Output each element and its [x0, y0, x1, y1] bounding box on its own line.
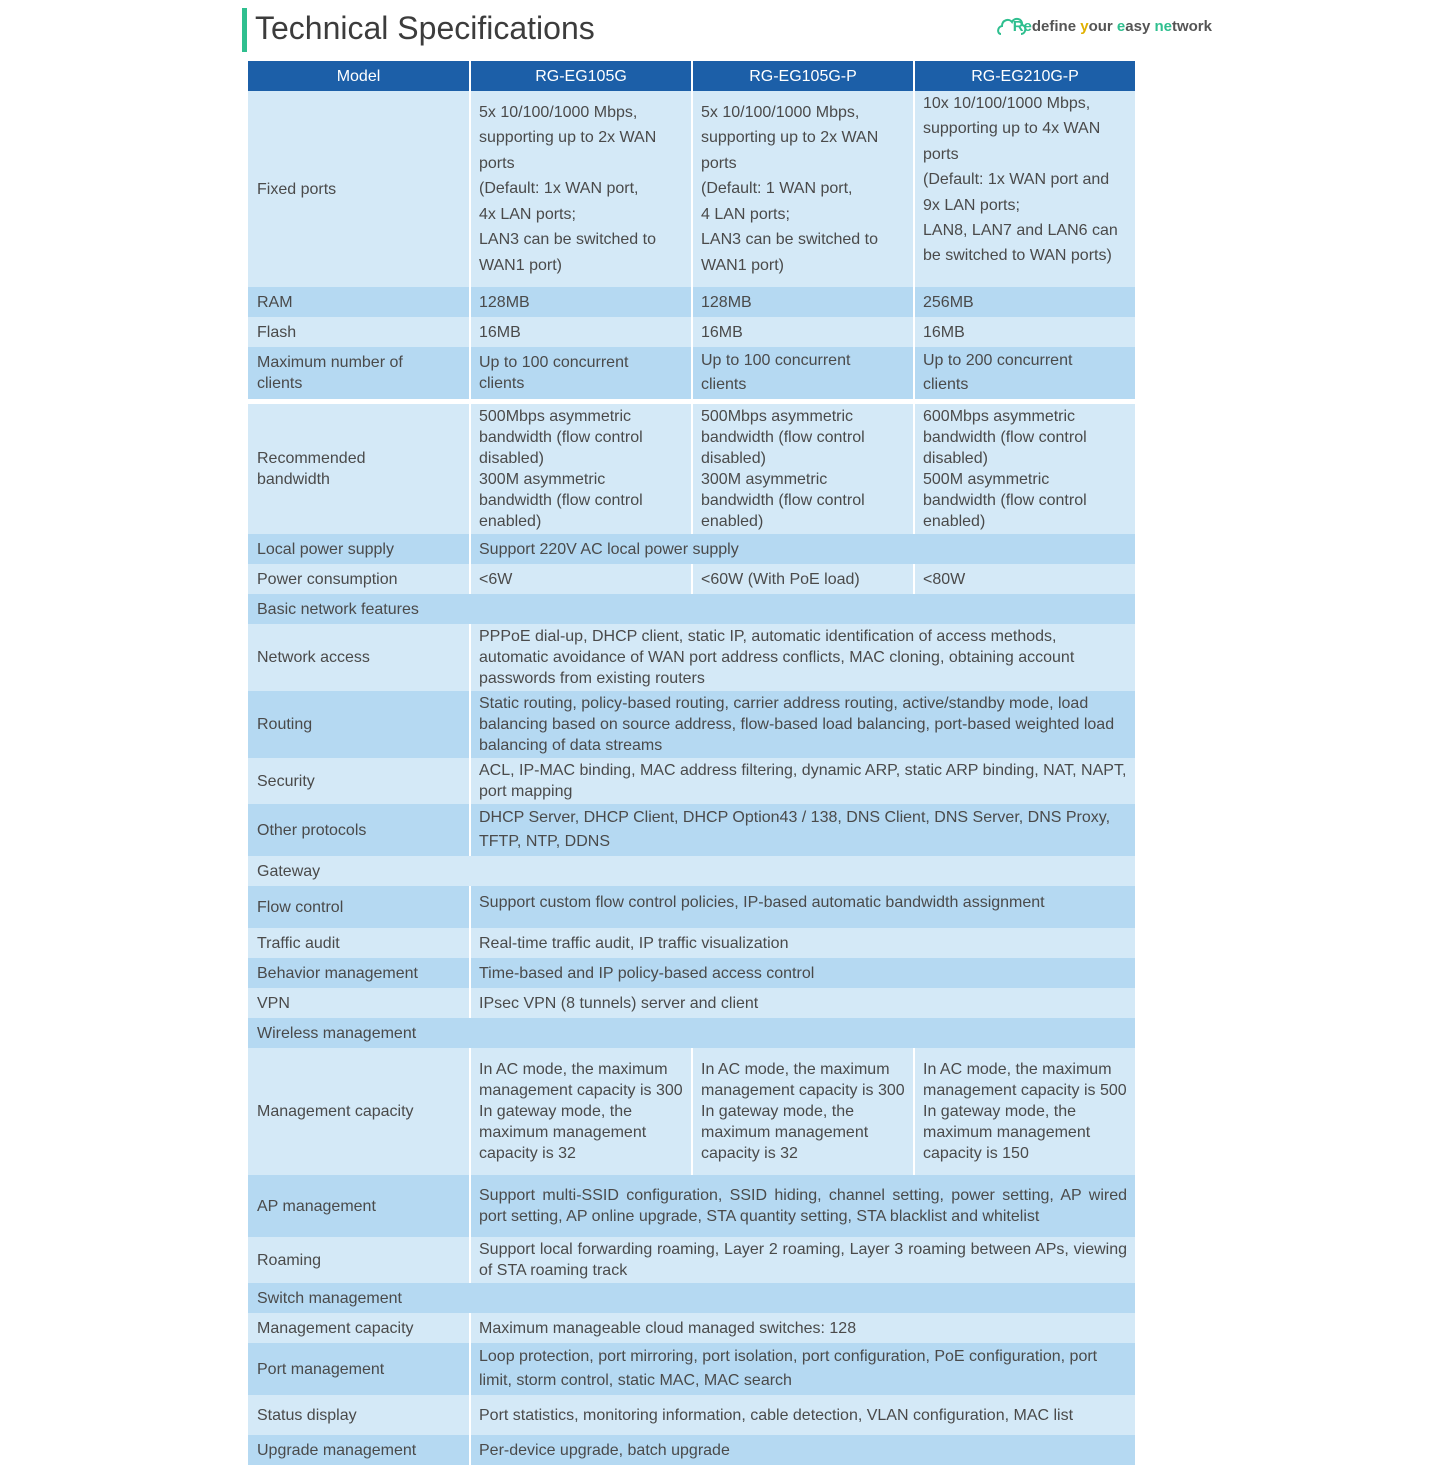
row-label: Routing — [248, 691, 470, 758]
cell-value: 500Mbps asymmetric bandwidth (flow control disabled) 300M asymmetric bandwidth (flow control enabled) — [692, 404, 914, 534]
table-row-ap-mgmt — [248, 1175, 1136, 1237]
section-label: Basic network features — [248, 594, 1136, 624]
table-row-ram — [248, 287, 1136, 317]
row-label: RAM — [248, 287, 470, 317]
row-label: Maximum number of clients — [248, 347, 470, 399]
table-row-local-power — [248, 534, 1136, 564]
section-label: Switch management — [248, 1283, 1136, 1313]
row-label: Upgrade management — [248, 1435, 470, 1465]
row-label: Power consumption — [248, 564, 470, 594]
row-label: Management capacity — [248, 1048, 470, 1175]
cell-value: 256MB — [914, 287, 1136, 317]
table-row-bandwidth — [248, 404, 1136, 534]
page-header — [242, 6, 1212, 52]
row-label: Flash — [248, 317, 470, 347]
cell-value: 128MB — [470, 287, 692, 317]
row-label: Traffic audit — [248, 928, 470, 958]
row-label: Port management — [248, 1343, 470, 1395]
section-row-basic-network — [248, 594, 1136, 624]
row-label: AP management — [248, 1175, 470, 1237]
cell-value: 10x 10/100/1000 Mbps, supporting up to 4x WAN ports (Default: 1x WAN port and 9x LAN ports; LAN8, LAN7 and LAN6 can be switched to WAN ports) — [914, 91, 1136, 287]
row-label: Recommended bandwidth — [248, 404, 470, 534]
cell-value: 500Mbps asymmetric bandwidth (flow control disabled) 300M asymmetric bandwidth (flow control enabled) — [470, 404, 692, 534]
table-row-flash — [248, 317, 1136, 347]
cell-value: In AC mode, the maximum management capacity is 300 In gateway mode, the maximum management capacity is 32 — [692, 1048, 914, 1175]
table-row-routing — [248, 691, 1136, 758]
cell-value: In AC mode, the maximum management capacity is 300 In gateway mode, the maximum management capacity is 32 — [470, 1048, 692, 1175]
row-label: Other protocols — [248, 804, 470, 856]
table-row-max-clients — [248, 347, 1136, 399]
table-row-status-display — [248, 1395, 1136, 1435]
row-label: Behavior management — [248, 958, 470, 988]
section-row-switch-mgmt — [248, 1283, 1136, 1313]
cell-value: Support 220V AC local power supply — [470, 534, 1136, 564]
cell-value: <60W (With PoE load) — [692, 564, 914, 594]
section-row-wireless-mgmt — [248, 1018, 1136, 1048]
cell-value: 16MB — [692, 317, 914, 347]
table-row-other-protocols — [248, 804, 1136, 856]
brand-logo — [1013, 18, 1212, 46]
table-row-mgmt-capacity — [248, 1048, 1136, 1175]
specs-table — [248, 61, 1137, 1465]
table-row-fixed-ports — [248, 91, 1136, 287]
cell-value: 16MB — [470, 317, 692, 347]
cell-value: Maximum manageable cloud managed switches: 128 — [470, 1313, 1136, 1343]
cell-value: 5x 10/100/1000 Mbps, supporting up to 2x WAN ports (Default: 1x WAN port, 4x LAN ports; LAN3 can be switched to WAN1 port) — [470, 91, 692, 287]
brand-slogan: Redefine your easy network — [1012, 18, 1212, 35]
cell-value: Real-time traffic audit, IP traffic visualization — [470, 928, 1136, 958]
cell-value: Port statistics, monitoring information, cable detection, VLAN configuration, MAC list — [470, 1395, 1136, 1435]
column-header-rg-eg105g: RG-EG105G — [470, 61, 692, 91]
cell-value: Support local forwarding roaming, Layer 2 roaming, Layer 3 roaming between APs, viewing of STA roaming track — [470, 1237, 1136, 1283]
column-header-model: Model — [248, 61, 470, 91]
row-label: Security — [248, 758, 470, 804]
section-label: Wireless management — [248, 1018, 1136, 1048]
table-row-switch-capacity — [248, 1313, 1136, 1343]
table-row-traffic-audit — [248, 928, 1136, 958]
row-label: Local power supply — [248, 534, 470, 564]
table-row-upgrade-mgmt — [248, 1435, 1136, 1465]
cell-value: Per-device upgrade, batch upgrade — [470, 1435, 1136, 1465]
row-label: Roaming — [248, 1237, 470, 1283]
row-label: VPN — [248, 988, 470, 1018]
cell-value: DHCP Server, DHCP Client, DHCP Option43 / 138, DNS Client, DNS Server, DNS Proxy, TFTP, NTP, DDNS — [470, 804, 1136, 856]
table-row-power-consumption — [248, 564, 1136, 594]
cell-value: 128MB — [692, 287, 914, 317]
table-row-port-mgmt — [248, 1343, 1136, 1395]
table-row-security — [248, 758, 1136, 804]
cell-value: IPsec VPN (8 tunnels) server and client — [470, 988, 1136, 1018]
table-row-network-access — [248, 624, 1136, 691]
cell-value: Support custom flow control policies, IP-based automatic bandwidth assignment — [470, 886, 1136, 928]
row-label: Status display — [248, 1395, 470, 1435]
row-label: Flow control — [248, 886, 470, 928]
table-header-row — [248, 61, 1136, 91]
cell-value: Loop protection, port mirroring, port isolation, port configuration, PoE configuration, port limit, storm control, static MAC, MAC search — [470, 1343, 1136, 1395]
column-header-rg-eg105g-p: RG-EG105G-P — [692, 61, 914, 91]
table-row-vpn — [248, 988, 1136, 1018]
row-label: Management capacity — [248, 1313, 470, 1343]
row-label: Network access — [248, 624, 470, 691]
cell-value: Time-based and IP policy-based access control — [470, 958, 1136, 988]
table-row-roaming — [248, 1237, 1136, 1283]
cell-value: Up to 100 concurrent clients — [692, 347, 914, 399]
page-title: Technical Specifications — [255, 10, 595, 46]
table-row-flow-control — [248, 886, 1136, 928]
cell-value: Up to 200 concurrent clients — [914, 347, 1136, 399]
cell-value: 600Mbps asymmetric bandwidth (flow control disabled) 500M asymmetric bandwidth (flow control enabled) — [914, 404, 1136, 534]
cell-value: 5x 10/100/1000 Mbps, supporting up to 2x WAN ports (Default: 1 WAN port, 4 LAN ports; LAN3 can be switched to WAN1 port) — [692, 91, 914, 287]
cell-value: Support multi-SSID configuration, SSID hiding, channel setting, power setting, AP wired port setting, AP online upgrade, STA quantity setting, STA blacklist and whitelist — [470, 1175, 1136, 1237]
title-accent-bar — [242, 8, 247, 52]
section-label: Gateway — [248, 856, 1136, 886]
row-label: Fixed ports — [248, 91, 470, 287]
cell-value: Static routing, policy-based routing, carrier address routing, active/standby mode, load balancing based on source address, flow-based load balancing, port-based weighted load balancing of data streams — [470, 691, 1136, 758]
section-row-gateway — [248, 856, 1136, 886]
cell-value: ACL, IP-MAC binding, MAC address filtering, dynamic ARP, static ARP binding, NAT, NAPT, port mapping — [470, 758, 1136, 804]
cell-value: Up to 100 concurrent clients — [470, 347, 692, 399]
table-row-behavior-mgmt — [248, 958, 1136, 988]
cell-value: 16MB — [914, 317, 1136, 347]
cell-value: In AC mode, the maximum management capacity is 500 In gateway mode, the maximum management capacity is 150 — [914, 1048, 1136, 1175]
column-header-rg-eg210g-p: RG-EG210G-P — [914, 61, 1136, 91]
cell-value: <80W — [914, 564, 1136, 594]
cell-value: <6W — [470, 564, 692, 594]
cell-value: PPPoE dial-up, DHCP client, static IP, automatic identification of access methods, automatic avoidance of WAN port address conflicts, MAC cloning, obtaining account passwords from existing routers — [470, 624, 1136, 691]
